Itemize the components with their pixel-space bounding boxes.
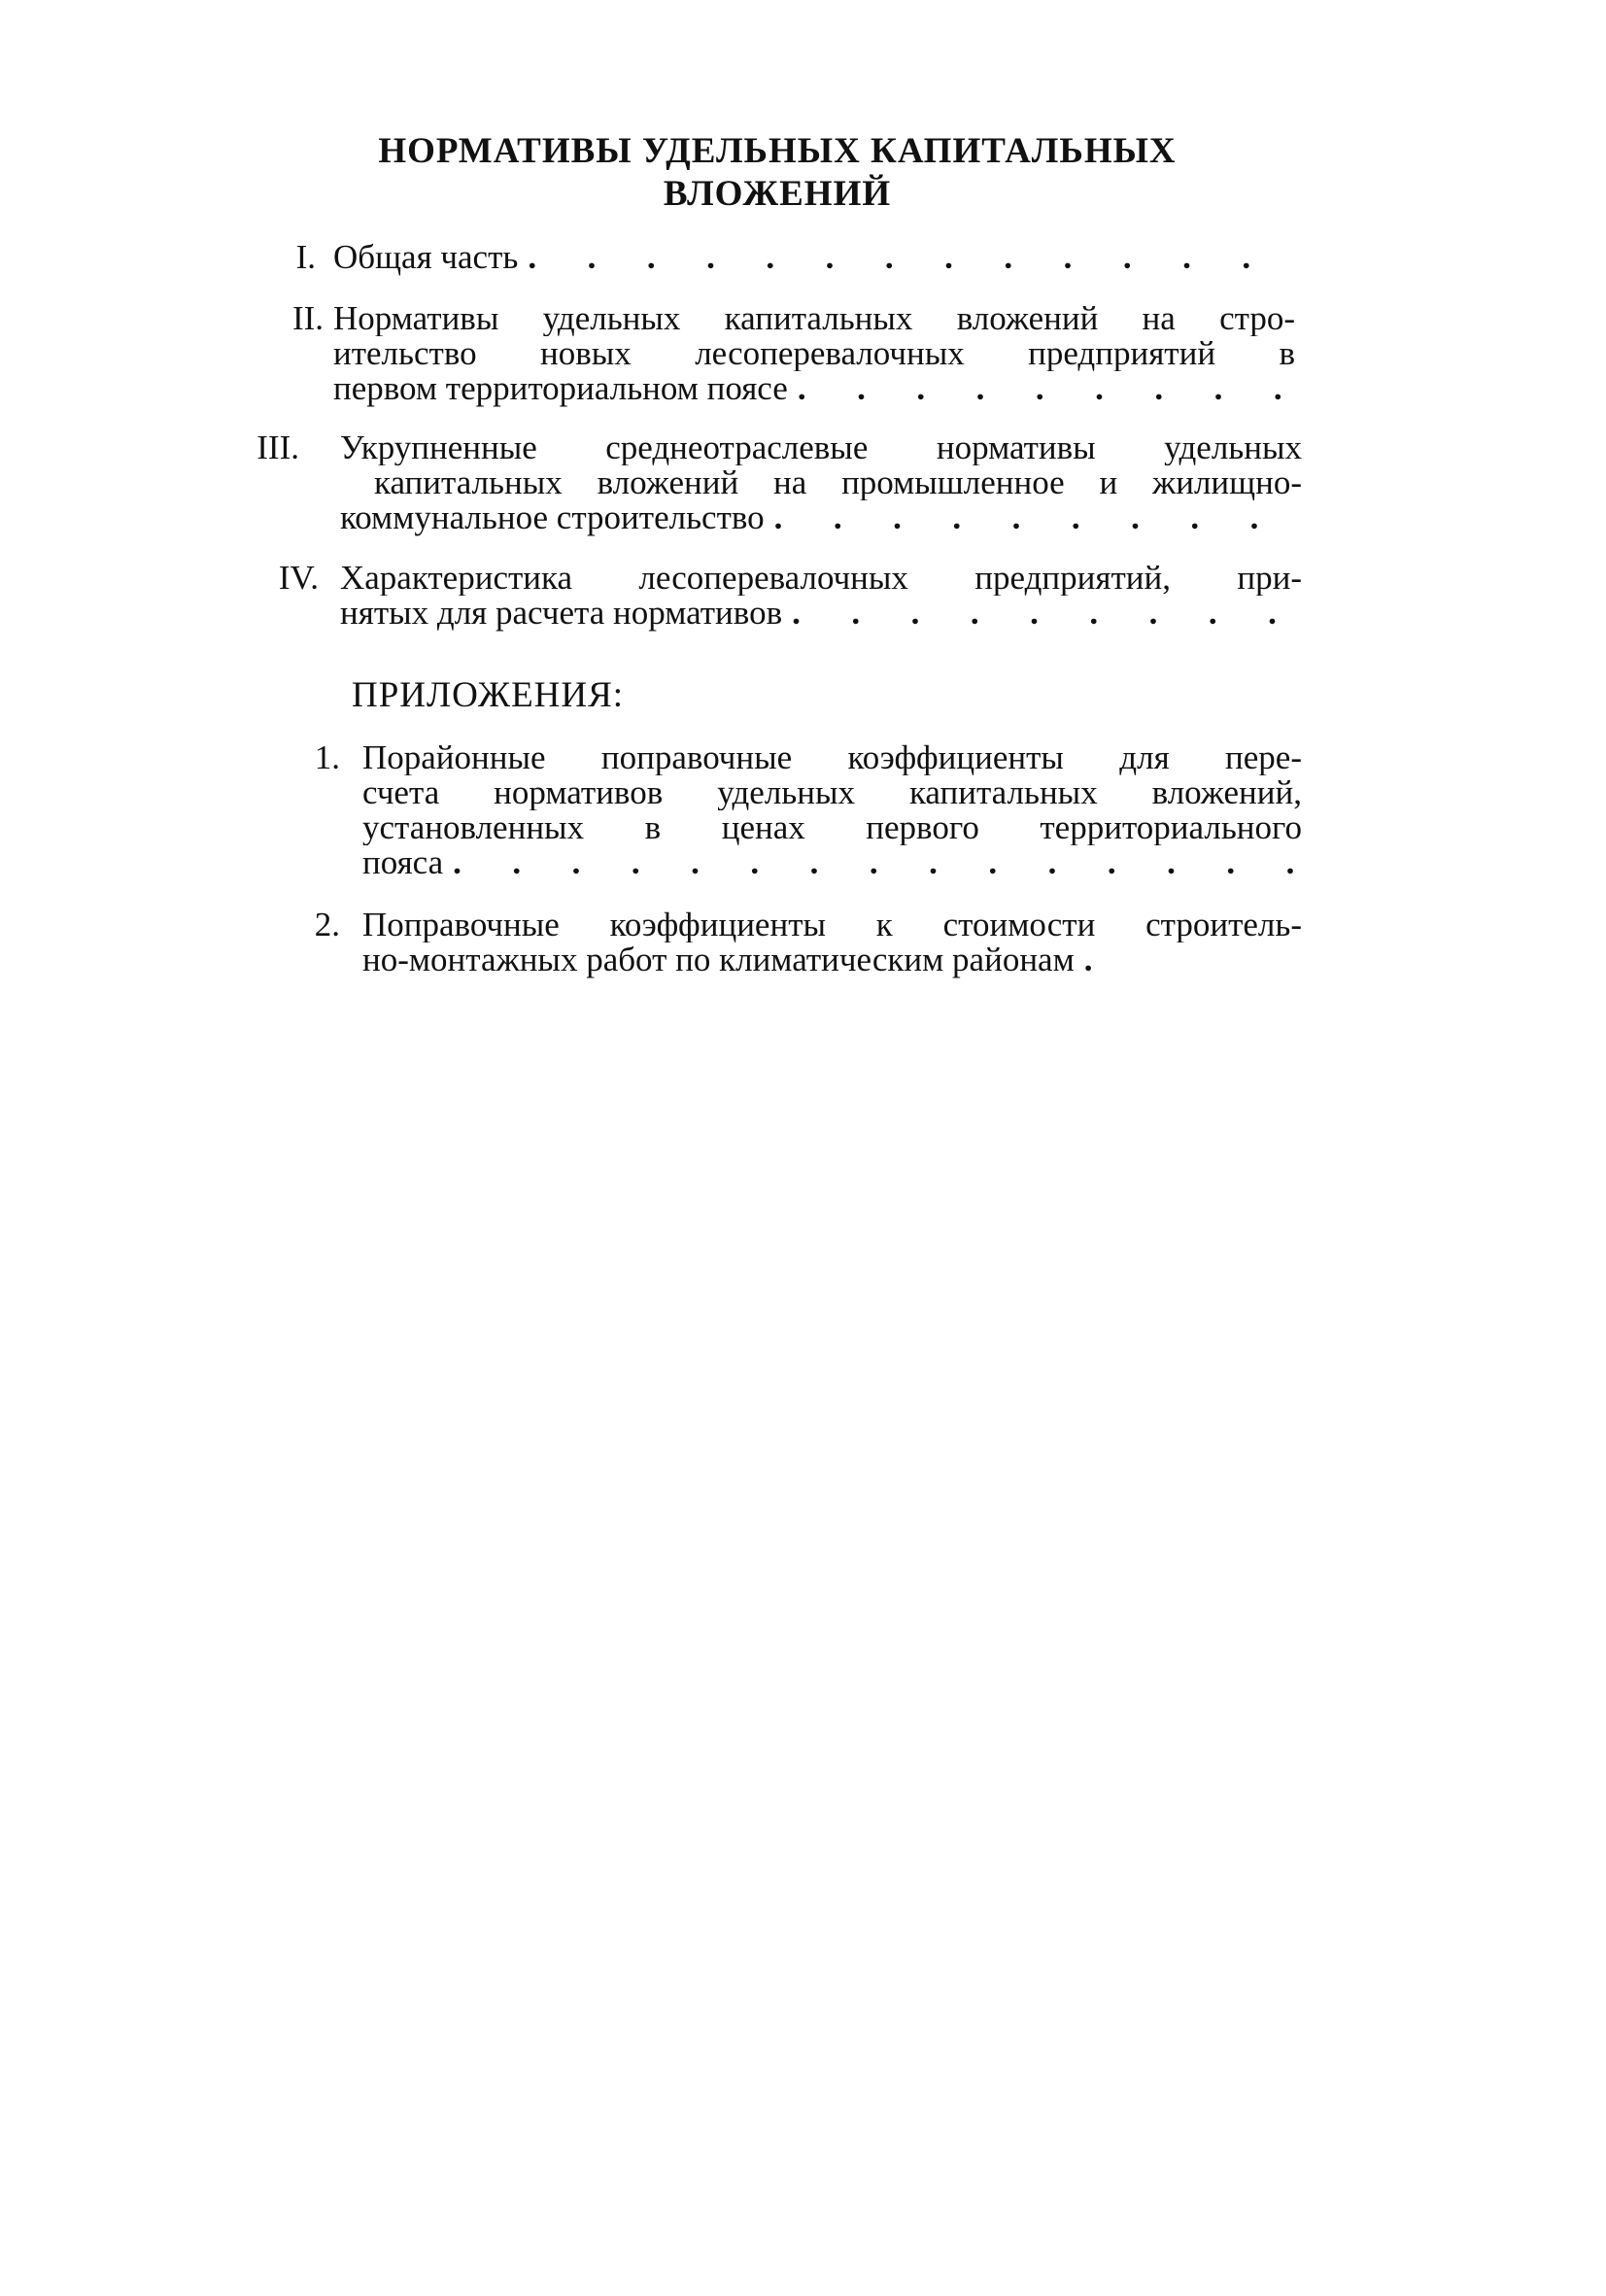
toc-entry-line: Нормативы удельных капитальных вложений на стро-: [333, 301, 1295, 336]
toc-entry-line: коммунальное строительство .: [340, 500, 1302, 535]
document-title-line-1: НОРМАТИВЫ УДЕЛЬНЫХ КАПИТАЛЬНЫХ: [378, 131, 1177, 171]
toc-entry-line: счета нормативов удельных капитальных вложений,: [362, 775, 1302, 810]
dot-leader: [443, 845, 1302, 880]
toc-entry-line: ительство новых лесоперевалочных предприятий в: [333, 336, 1295, 371]
toc-entry-line: Характеристика лесоперевалочных предприятий, при-: [340, 561, 1302, 596]
toc-entry-line: Порайонные поправочные коэффициенты для пере-: [362, 740, 1302, 775]
toc-entry-line: Поправочные коэффициенты к стоимости строитель-: [362, 908, 1302, 942]
toc-entry-number: II.: [291, 299, 324, 337]
toc-entry-number: 1.: [314, 738, 340, 776]
toc-entry-line: первом территориальном поясе .: [333, 371, 1295, 406]
toc-entry-line: Общая часть .: [333, 240, 1295, 275]
toc-entry-line: пояса .: [362, 845, 1302, 880]
toc-entry-number: III.: [256, 428, 299, 466]
toc-entry-line: но-монтажных работ по климатическим районам .: [362, 942, 1302, 977]
dot-leader: [1075, 942, 1143, 977]
toc-entry-line: капитальных вложений на промышленное и жилищно-: [374, 465, 1302, 500]
dot-leader: [765, 500, 1302, 535]
appendix-heading: ПРИЛОЖЕНИЯ:: [352, 675, 625, 715]
toc-entry-number: IV.: [278, 559, 319, 597]
dot-leader: [518, 240, 1295, 275]
document-title-line-2: ВЛОЖЕНИЙ: [663, 174, 892, 214]
toc-entry-line: нятых для расчета нормативов .: [340, 596, 1302, 631]
toc-entry-number: 2.: [314, 906, 340, 943]
toc-entry-line: Укрупненные среднеотраслевые нормативы удельных: [340, 430, 1302, 465]
dot-leader: [782, 596, 1302, 631]
toc-entry-line: установленных в ценах первого территориального: [362, 810, 1302, 845]
toc-entry-number: I.: [295, 238, 316, 276]
dot-leader: [788, 371, 1295, 406]
